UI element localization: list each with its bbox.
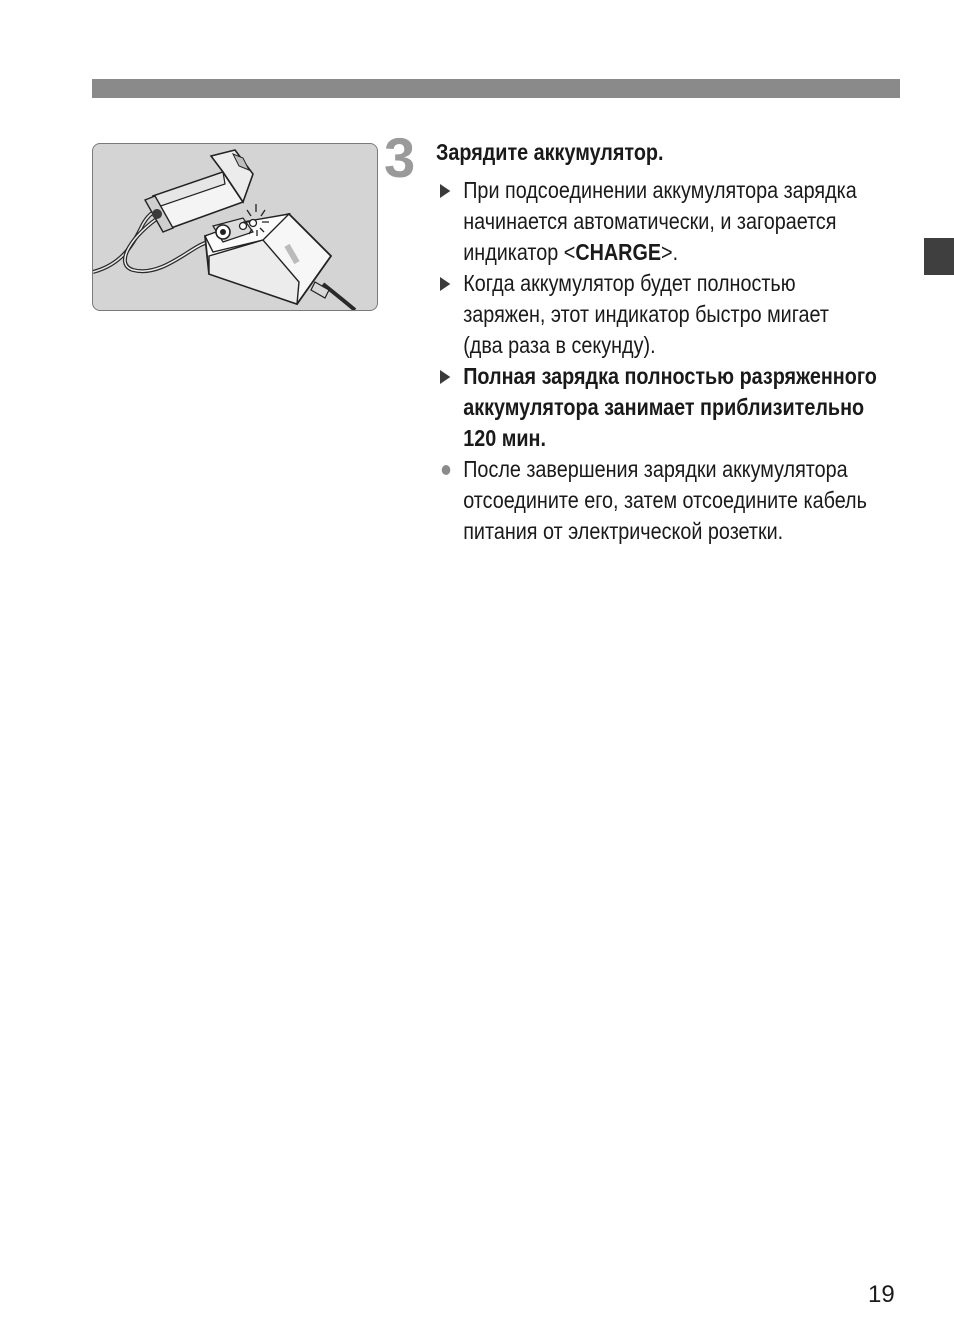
item-line: Полная зарядка полностью разряженного — [463, 363, 877, 389]
item-line: отсоедините его, затем отсоедините кабель — [463, 487, 867, 513]
page-number: 19 — [868, 1281, 895, 1308]
triangle-icon — [440, 277, 450, 291]
item-line — [463, 237, 887, 268]
list-item — [440, 454, 887, 547]
triangle-icon — [440, 370, 450, 384]
item-line: начинается автоматически, и загорается — [463, 208, 837, 234]
item-line: аккумулятора занимает приблизительно — [463, 394, 865, 420]
item-line: Когда аккумулятор будет полностью — [463, 270, 796, 296]
text-fragment: индикатор < — [463, 239, 576, 265]
instruction-list — [440, 175, 887, 547]
list-item — [440, 268, 887, 361]
list-item — [440, 175, 887, 268]
bullet-dot-icon — [442, 465, 451, 475]
item-line: При подсоединении аккумулятора зарядка — [463, 177, 857, 203]
chapter-tab — [924, 238, 954, 275]
item-line: 120 мин. — [463, 425, 546, 451]
text-fragment: >. — [661, 239, 679, 265]
triangle-icon — [440, 184, 450, 198]
item-line: питания от электрической розетки. — [463, 518, 784, 544]
header-bar — [92, 79, 900, 98]
list-item — [440, 361, 887, 454]
charge-indicator-label: CHARGE — [575, 239, 662, 265]
step-number: 3 — [384, 126, 416, 189]
item-line: заряжен, этот индикатор быстро мигает — [463, 301, 829, 327]
item-line: (два раза в секунду). — [463, 332, 656, 358]
charger-illustration — [92, 143, 378, 311]
step-title: Зарядите аккумулятор. — [436, 139, 664, 165]
item-line: После завершения зарядки аккумулятора — [463, 456, 848, 482]
